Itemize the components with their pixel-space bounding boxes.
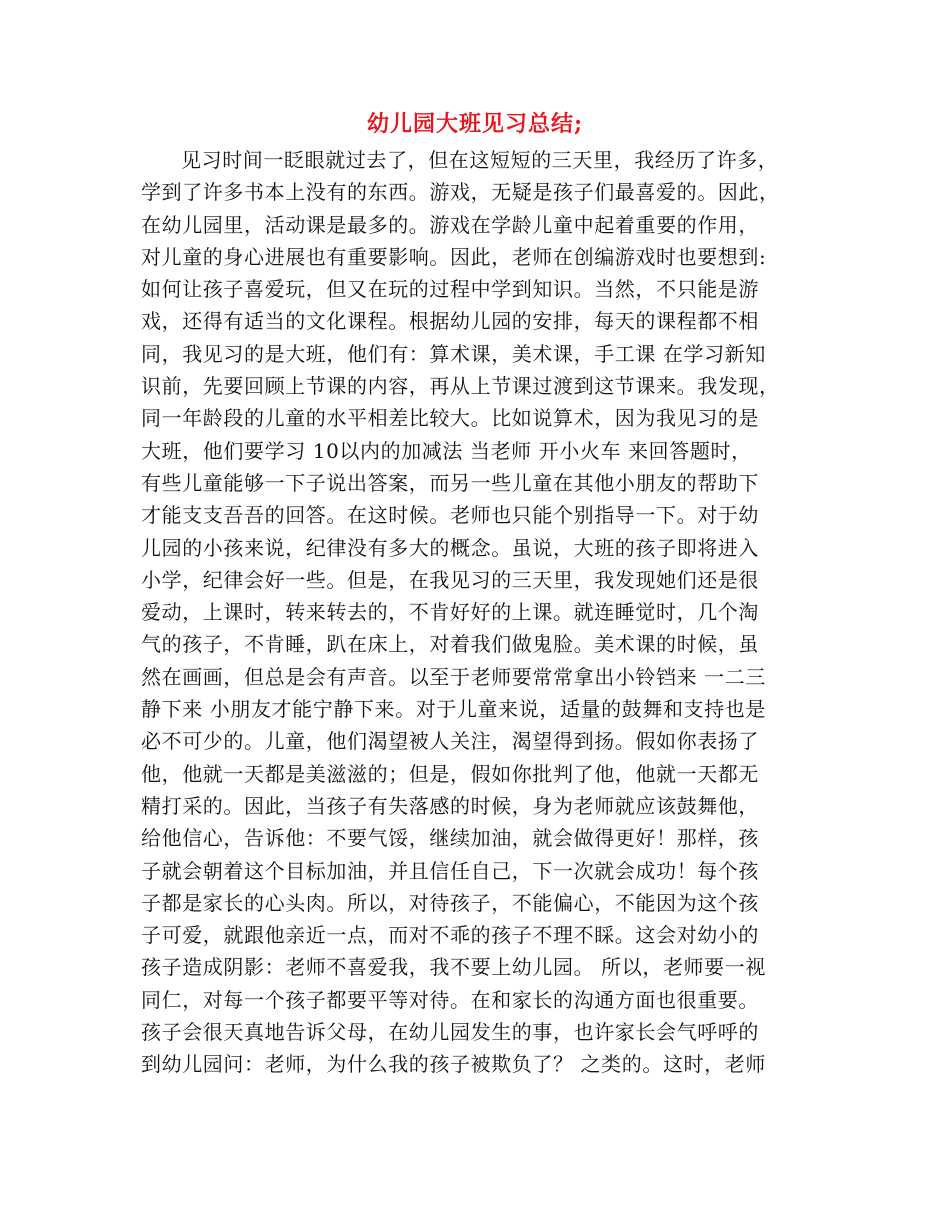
document-body <box>141 144 821 1081</box>
body-line: 到幼儿园问：老师，为什么我的孩子被欺负了？ 之类的。这时，老师 <box>141 1052 766 1077</box>
body-line: 爱动，上课时，转来转去的，不肯好好的上课。就连睡觉时，几个淘 <box>141 600 759 625</box>
body-line: 精打采的。因此，当孩子有失落感的时候，身为老师就应该鼓舞他， <box>141 793 759 818</box>
body-line: 学到了许多书本上没有的东西。游戏，无疑是孩子们最喜爱的。因此， <box>141 180 780 205</box>
body-line: 然在画画，但总是会有声音。以至于老师要常常拿出小铃铛来 一二三 <box>141 664 766 689</box>
document-title: 幼儿园大班见习总结; <box>366 111 584 137</box>
body-line: 同仁，对每一个孩子都要平等对待。在和家长的沟通方面也很重要。 <box>141 987 759 1012</box>
body-line: 他，他就一天都是美滋滋的；但是，假如你批判了他，他就一天都无 <box>141 761 759 786</box>
body-line: 大班，他们要学习 10以内的加减法 当老师 开小火车 来回答题时， <box>141 438 752 463</box>
body-line: 同，我见习的是大班，他们有：算术课，美术课，手工课 在学习新知 <box>141 341 766 366</box>
body-line: 孩子造成阴影：老师不喜爱我，我不要上幼儿园。 所以，老师要一视 <box>141 955 766 980</box>
body-line: 才能支支吾吾的回答。在这时候。老师也只能个别指导一下。对于幼 <box>141 503 759 528</box>
body-line: 气的孩子，不肯睡，趴在床上，对着我们做鬼脸。美术课的时候，虽 <box>141 632 759 657</box>
body-line: 孩子会很天真地告诉父母，在幼儿园发生的事，也许家长会气呼呼的 <box>141 1020 759 1045</box>
body-line: 静下来 小朋友才能宁静下来。对于儿童来说，适量的鼓舞和支持也是 <box>141 697 766 722</box>
body-line: 儿园的小孩来说，纪律没有多大的概念。虽说，大班的孩子即将进入 <box>141 535 759 560</box>
body-line: 小学，纪律会好一些。但是，在我见习的三天里，我发现她们还是很 <box>141 567 759 592</box>
body-line: 见习时间一眨眼就过去了，但在这短短的三天里，我经历了许多， <box>181 148 779 172</box>
body-line: 子可爱，就跟他亲近一点，而对不乖的孩子不理不睬。这会对幼小的 <box>141 923 759 948</box>
body-line: 在幼儿园里，活动课是最多的。游戏在学龄儿童中起着重要的作用， <box>141 212 759 237</box>
body-line: 有些儿童能够一下子说出答案，而另一些儿童在其他小朋友的帮助下 <box>141 470 759 495</box>
body-line: 子就会朝着这个目标加油，并且信任自己，下一次就会成功！每个孩 <box>141 858 759 883</box>
body-line: 识前，先要回顾上节课的内容，再从上节课过渡到这节课来。我发现， <box>141 374 780 399</box>
body-line: 如何让孩子喜爱玩，但又在玩的过程中学到知识。当然，不只能是游 <box>141 277 759 302</box>
body-line: 子都是家长的心头肉。所以，对待孩子，不能偏心，不能因为这个孩 <box>141 890 759 915</box>
body-line: 必不可少的。儿童，他们渴望被人关注，渴望得到扬。假如你表扬了 <box>141 729 759 754</box>
body-line: 给他信心，告诉他：不要气馁，继续加油，就会做得更好！那样，孩 <box>141 826 759 851</box>
body-line: 对儿童的身心进展也有重要影响。因此，老师在创编游戏时也要想到: <box>141 244 767 269</box>
body-line: 同一年龄段的儿童的水平相差比较大。比如说算术，因为我见习的是 <box>141 406 759 431</box>
body-line: 戏，还得有适当的文化课程。根据幼儿园的安排，每天的课程都不相 <box>141 309 759 334</box>
